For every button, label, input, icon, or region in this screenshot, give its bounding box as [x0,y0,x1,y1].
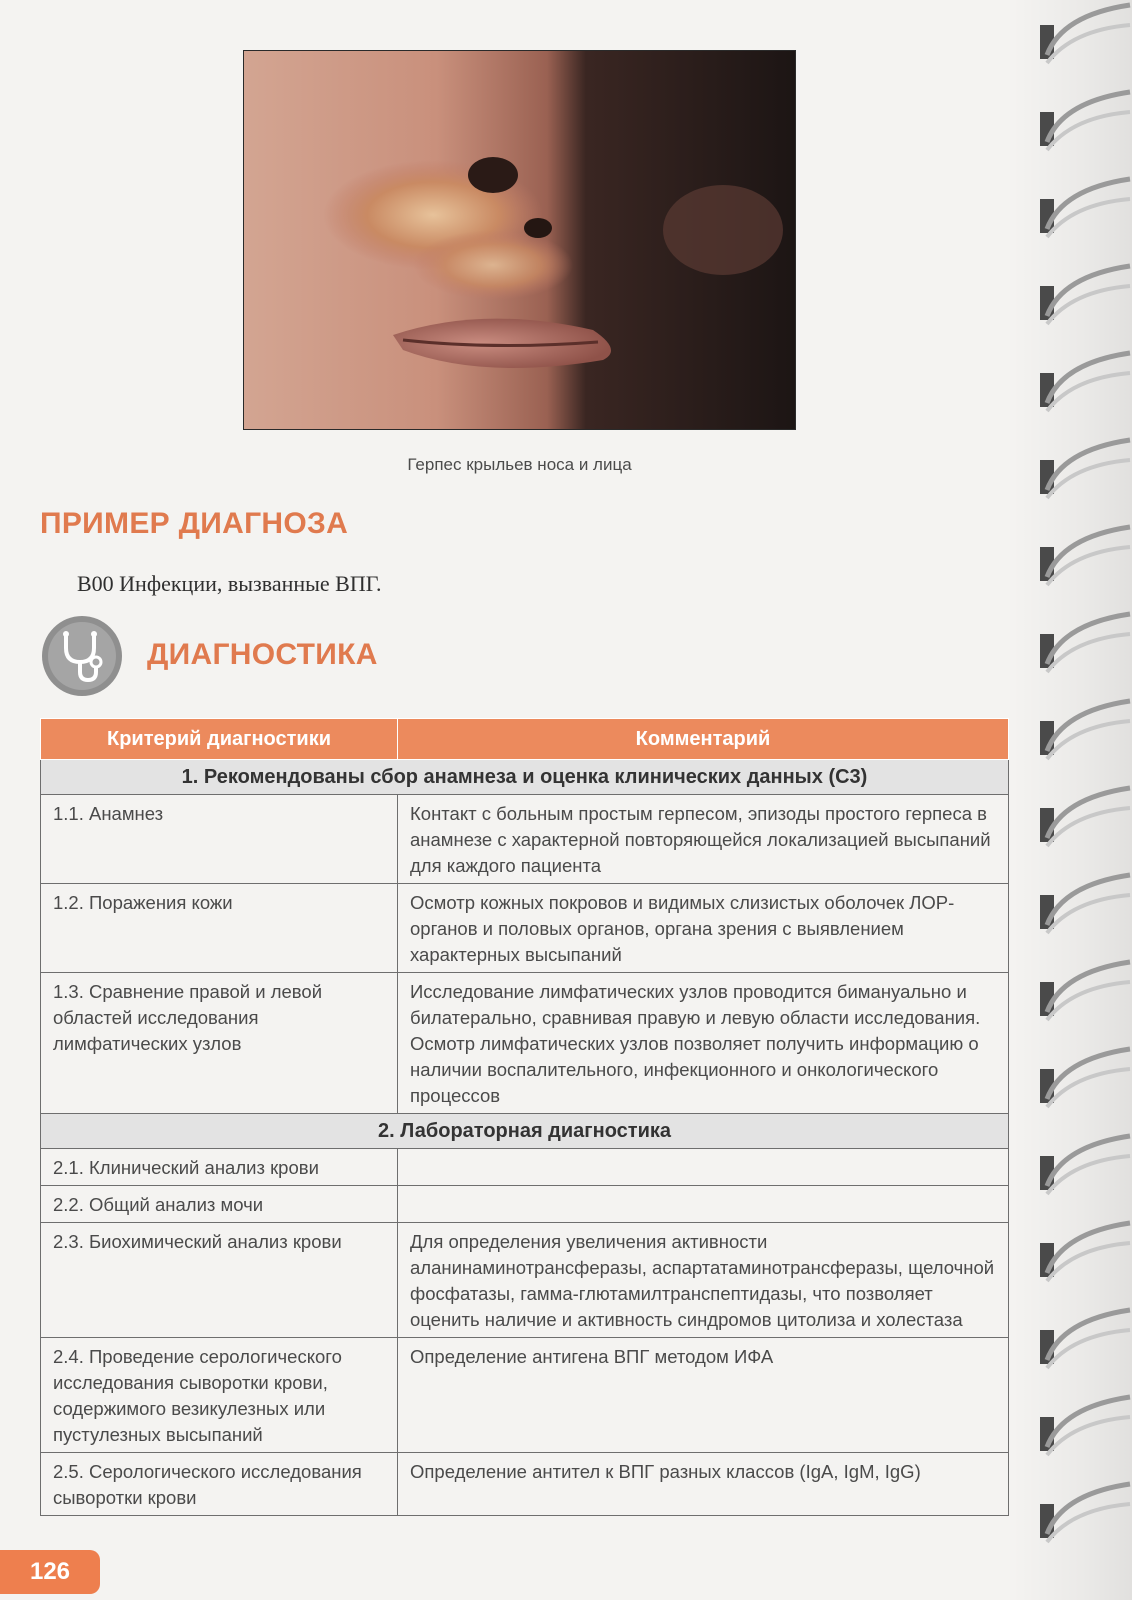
criterion-cell: 2.5. Серологического исследования сыворотки крови [41,1453,398,1516]
spiral-ring [1040,1310,1130,1368]
table-row [41,884,1009,973]
diagnostics-heading: ДИАГНОСТИКА [147,638,378,671]
page-number: 126 [0,1550,100,1594]
section-title: 2. Лабораторная диагностика [41,1114,1009,1149]
section-row [41,1114,1009,1149]
criterion-cell: 2.1. Клинический анализ крови [41,1149,398,1186]
clinical-photo [243,50,796,430]
column-header-comment: Комментарий [398,719,1009,760]
spiral-ring [1040,527,1130,585]
spiral-ring [1040,1049,1130,1107]
section-title: 1. Рекомендованы сбор анамнеза и оценка клинических данных (C3) [41,760,1009,795]
spiral-ring [1040,1484,1130,1542]
spiral-ring [1040,962,1130,1020]
comment-cell: Исследование лимфатических узлов проводится бимануально и билатерально, сравнивая правую и левую области исследования. Осмотр лимфатических узлов позволяет получить информацию о наличии воспалительного, инфекционного и онкологического процессов [398,973,1009,1114]
example-heading: ПРИМЕР ДИАГНОЗА [40,507,349,540]
criterion-cell: 1.1. Анамнез [41,795,398,884]
spiral-ring [1040,92,1130,150]
comment-cell: Контакт с больным простым герпесом, эпизоды простого герпеса в анамнезе с характерной повторяющейся локализацией высыпаний для каждого пациента [398,795,1009,884]
spiral-ring [1040,179,1130,237]
criterion-cell: 1.3. Сравнение правой и левой областей исследования лимфатических узлов [41,973,398,1114]
comment-cell: Осмотр кожных покровов и видимых слизистых оболочек ЛОР-органов и половых органов, органа зрения с выявлением характерных высыпаний [398,884,1009,973]
table-header-row [41,719,1009,760]
spiral-ring [1040,875,1130,933]
table-row [41,1186,1009,1223]
spiral-ring [1040,788,1130,846]
criterion-cell: 2.4. Проведение серологического исследования сыворотки крови, содержимого везикулезных или пустулезных высыпаний [41,1338,398,1453]
criterion-cell: 1.2. Поражения кожи [41,884,398,973]
spiral-ring [1040,266,1130,324]
spiral-ring [1040,701,1130,759]
spiral-ring [1040,1136,1130,1194]
spiral-ring [1040,1223,1130,1281]
column-header-criterion: Критерий диагностики [41,719,398,760]
spiral-ring [1040,1397,1130,1455]
spiral-binding [1022,0,1132,1600]
example-diagnosis: B00 Инфекции, вызванные ВПГ. [77,571,382,596]
comment-cell: Определение антигена ВПГ методом ИФА [398,1338,1009,1453]
stethoscope-icon [40,614,124,698]
table-row [41,1453,1009,1516]
comment-cell: Определение антител к ВПГ разных классов (IgA, IgM, IgG) [398,1453,1009,1516]
spiral-ring [1040,5,1130,63]
section-row [41,760,1009,795]
table-row [41,1338,1009,1453]
table-row [41,973,1009,1114]
table-row [41,795,1009,884]
criterion-cell: 2.2. Общий анализ мочи [41,1186,398,1223]
diagnostics-table [40,718,1009,1516]
spiral-ring [1040,440,1130,498]
criterion-cell: 2.3. Биохимический анализ крови [41,1223,398,1338]
comment-cell: Для определения увеличения активности аланинаминотрансферазы, аспартатаминотрансферазы, щелочной фосфатазы, гамма-глютамилтранспептидазы, что позволяет оценить наличие и активность синдромов цитолиза и холестаза [398,1223,1009,1338]
table-row [41,1149,1009,1186]
comment-cell [398,1186,1009,1223]
table-row [41,1223,1009,1338]
spiral-ring [1040,353,1130,411]
comment-cell [398,1149,1009,1186]
photo-caption: Герпес крыльев носа и лица [407,455,632,474]
spiral-ring [1040,614,1130,672]
